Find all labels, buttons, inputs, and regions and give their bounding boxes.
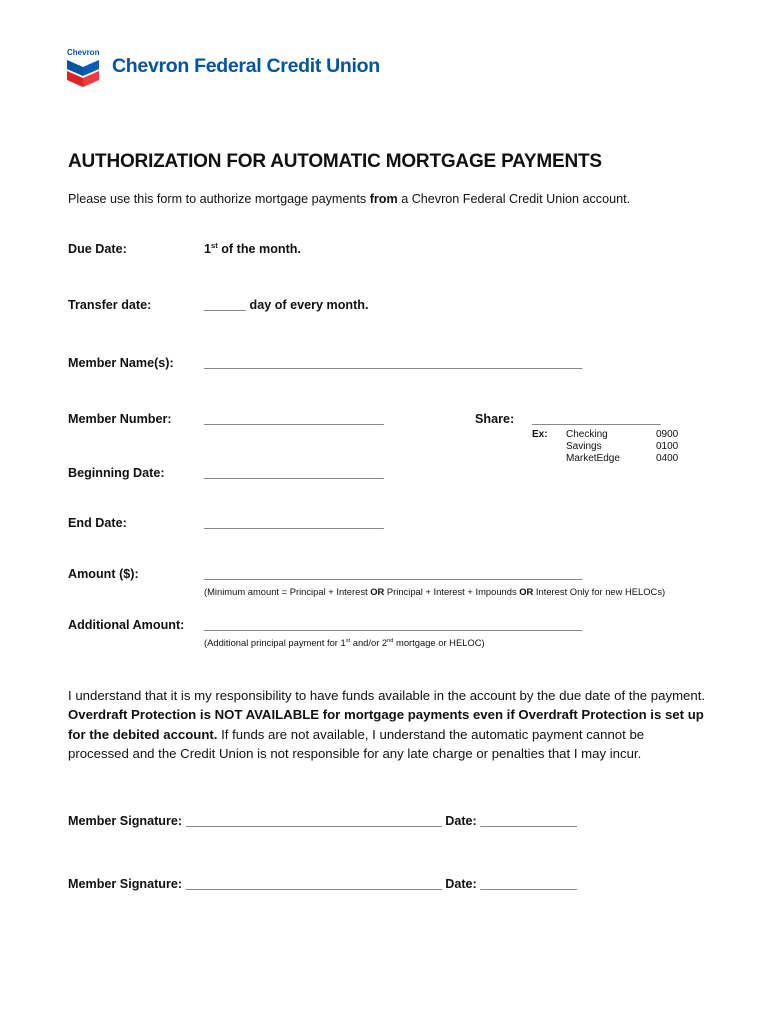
org-name: Chevron Federal Credit Union [112,55,380,77]
intro-after: a Chevron Federal Credit Union account. [397,192,631,206]
due-date-label: Due Date: [68,242,127,256]
member-number-label: Member Number: [68,412,172,426]
intro-text [68,192,630,206]
additional-note-sup: nd [387,637,394,644]
amount-note-c: Interest Only for new HELOCs) [533,586,666,597]
signature-field[interactable]: ________________________________________ [185,814,442,828]
signature-date-label: Date: [445,814,477,828]
additional-amount-note [204,637,485,648]
header-logo [62,46,382,90]
page-title: AUTHORIZATION FOR AUTOMATIC MORTGAGE PAYMENTS [68,151,602,172]
additional-amount-label: Additional Amount: [68,618,185,632]
signature-row [68,814,576,828]
transfer-date-field[interactable]: ______ day of every month. [204,298,369,312]
signature-label: Member Signature: [68,877,183,891]
beginning-date-label: Beginning Date: [68,466,165,480]
amount-label: Amount ($): [68,567,139,581]
additional-amount-field[interactable]: ___________________________________________________________ [204,618,582,632]
share-example-name: Savings [566,441,602,452]
member-names-label: Member Name(s): [68,356,174,370]
share-example-name: Checking [566,429,608,440]
signature-date-label: Date: [445,877,477,891]
due-date-num: 1 [204,242,212,256]
share-field[interactable]: ____________________ [532,412,661,426]
share-label: Share: [475,412,515,426]
amount-note-or: OR [370,586,385,597]
signature-label: Member Signature: [68,814,183,828]
intro-before: Please use this form to authorize mortgage payments [68,192,370,206]
disclaimer-part2: If funds are not available, I understand the automatic payment cannot be processed and the Credit Union is not responsible for any late charge or penalties that I may incur. [68,726,645,762]
amount-note [204,586,665,597]
disclaimer-part1: I understand that it is my responsibility to have funds available in the account by the due date of the payment. [68,688,706,703]
disclaimer-paragraph [68,686,708,764]
disclaimer-bold: Overdraft Protection is NOT AVAILABLE for mortgage payments even if Overdraft Protection is set up for the debited account. [68,707,704,742]
member-number-field[interactable]: ____________________________ [204,412,384,426]
additional-note-sup: st [345,637,351,644]
share-ex-label: Ex: [532,429,548,440]
signature-field[interactable]: ________________________________________ [185,877,442,891]
beginning-date-field[interactable]: ____________________________ [204,466,384,480]
additional-note-b: and/or 2 [350,637,388,648]
share-example-code: 0900 [656,429,679,440]
intro-bold: from [369,192,398,206]
amount-note-b: Principal + Interest + Impounds [384,586,520,597]
end-date-label: End Date: [68,516,127,530]
amount-note-or: OR [519,586,534,597]
additional-note-c: mortgage or HELOC) [393,637,485,648]
amount-field[interactable]: ___________________________________________________________ [204,567,582,581]
share-example-code: 0400 [656,453,679,464]
additional-note-a: (Additional principal payment for 1 [204,637,346,648]
transfer-date-label: Transfer date: [68,298,152,312]
due-date-rest: of the month. [217,242,301,256]
share-example-name: MarketEdge [566,453,620,464]
member-names-field[interactable]: ___________________________________________________________ [204,356,582,370]
amount-note-a: (Minimum amount = Principal + Interest [204,586,371,597]
due-date-sup: st [211,240,218,250]
due-date-value [204,242,301,256]
end-date-field[interactable]: ____________________________ [204,516,384,530]
chevron-logo-icon [66,57,100,89]
logo-small-text: Chevron [67,48,100,57]
signature-date-field[interactable]: _______________ [480,814,577,828]
signature-date-field[interactable]: _______________ [480,877,577,891]
share-example-code: 0100 [656,441,679,452]
signature-row [68,877,576,891]
